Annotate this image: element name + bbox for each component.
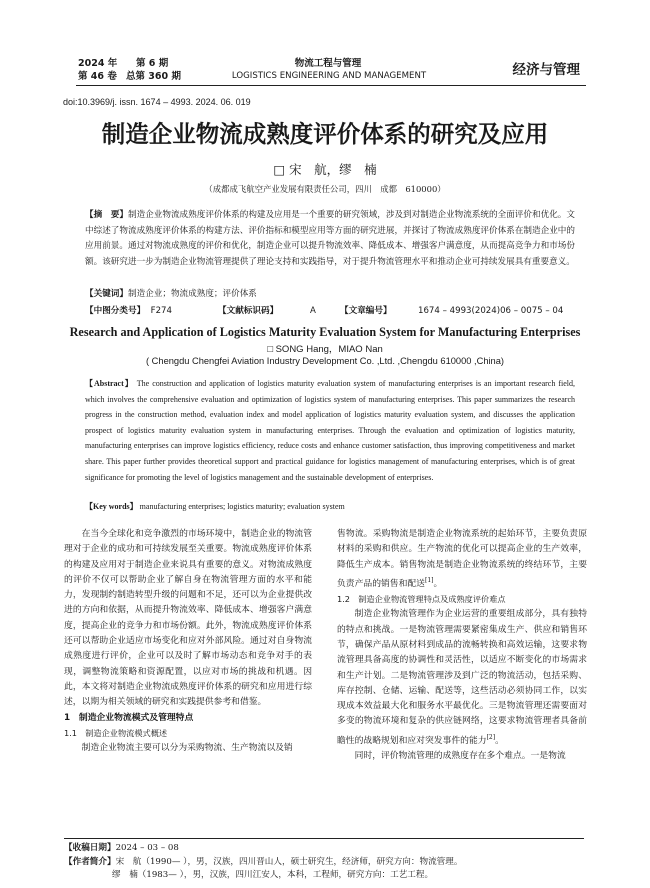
authors-cn: □ 宋 航，缪 楠: [273, 162, 377, 177]
header-volume: 第 46 卷: [78, 71, 117, 82]
keywords-cn-text: 制造企业；物流成熟度；评价体系: [127, 289, 257, 299]
abstract-en: [85, 376, 575, 485]
section-1-heading: 1 制造企业物流模式及管理特点: [64, 712, 194, 723]
body-left-column: [64, 527, 312, 756]
footnote: [64, 842, 584, 883]
management-features-paragraph: 制造企业物流管理作为企业运营的重要组成部分，具有独特的特点和挑战。一是物流管理需要紧密集成生产、供应和销售环节，确保产品从原材料到成品的流畅转换和高效运输，这要求物流管理具备高度的协调性和灵活性，以适应不断变化的市场需求和生产计划。二是物流管理涉及到广泛的物流活动，包括采购、库存控制、仓储、运输、配送等，这些活动必须协同工作，以实现成本效益最大化和服务水平最优化。三是物流管理还需要面对多变的物流环境和复杂的供应链网络，这要求物流管理者具备前瞻性的战略规划和应对突发事件的能力[2]。: [337, 609, 587, 746]
keywords-en-label: 【Key words】: [85, 502, 138, 511]
classification-line: [85, 304, 580, 318]
author-bio-2: 缪 楠（1983— ），男，汉族，四川江安人，本科，工程师，研究方向：工艺工程。: [112, 870, 434, 880]
clc-label: 【中图分类号】: [85, 306, 146, 316]
abstract-cn-label: 【摘 要】: [85, 210, 128, 220]
authors-en: □ SONG Hang，MIAO Nan: [267, 344, 383, 355]
journal-title-cn: 物流工程与管理: [294, 58, 362, 69]
header-issue: 第 6 期: [136, 58, 169, 69]
sales-logistics-paragraph: 售物流。采购物流是制造企业物流系统的起始环节，主要负责原材料的采购和供应。生产物流的优化可以提高企业的生产效率，降低生产成本。销售物流是制造企业物流系统的终结环节，主要负责产品的销售和配送[1]。: [337, 529, 587, 589]
keywords-en: [85, 499, 575, 515]
author-bio-1: 【作者简介】宋 航（1990— ），男，汉族，四川晋山人，硕士研究生，经济师，研究方向：物流管理。: [64, 856, 463, 867]
title-en: Research and Application of Logistics Maturity Evaluation System for Manufacturing Enterprises: [69, 325, 581, 339]
citation-ref-2: [2]: [486, 733, 496, 741]
article-number-label: 【文章编号】: [340, 306, 392, 316]
body-right-column: [337, 527, 587, 764]
section-label: 经济与管理: [512, 62, 580, 78]
subsection-1-1-paragraph: 制造企业物流主要可以分为采购物流、生产物流以及销: [81, 743, 293, 754]
keywords-en-text: manufacturing enterprises; logistics maturity; evaluation system: [139, 502, 345, 511]
journal-title-en: LOGISTICS ENGINEERING AND MANAGEMENT: [231, 71, 427, 81]
header-rule: [76, 85, 586, 86]
keywords-cn-label: 【关键词】: [85, 289, 128, 299]
clc-value: F274: [150, 306, 172, 316]
citation-ref-1: [1]: [424, 576, 434, 584]
article-number-value: 1674 – 4993(2024)06 – 0075 – 04: [418, 306, 564, 316]
subsection-1-2-heading: 1.2 制造企业物流管理特点及成熟度评价难点: [337, 594, 506, 605]
abstract-cn-text: 制造企业物流成熟度评价体系的构建及应用是一个重要的研究领域，涉及到对制造企业物流系统的全面评价和优化。文中综述了物流成熟度评价体系的构建方法、评价指标和模型应用等方面的研究进展，并探讨了物流成熟度评价体系在制造企业中的应用前景。通过对物流成熟度的评价和优化，制造企业可以提升物流效率、降低成本、增强客户满意度，从而提高竞争力和市场份额。该研究进一步为制造企业物流管理提供了理论支持和实践指导，对于提升物流管理水平和推动企业可持续发展具有重要意义。: [85, 210, 575, 267]
affiliation-cn: （成都成飞航空产业发展有限责任公司，四川 成都 610000）: [204, 184, 446, 194]
abstract-en-text: The construction and application of logistics maturity evaluation system of manufacturing enterprises is an important research field, which involves the comprehensive evaluation and optimization of logistics system of manufacturing enterprises. This paper summarizes the research progress in the construction method, evaluation index and model application of logistics maturity evaluation system, and discusses the application prospect of logistics maturity evaluation system in manufacturing enterprises. Through the evaluation and optimization of logistics maturity, manufacturing enterprises can improve logistics efficiency, reduce costs and enhance customer satisfaction, thus improving competitiveness and market share. This paper further provides theoretical support and practical guidance for logistics management of manufacturing enterprises, which is of great significance for promoting the level of logistics management and the sustainable development of enterprises.: [85, 379, 575, 482]
received-date: 【收稿日期】2024 – 03 – 08: [64, 843, 179, 853]
header-year: 2024 年: [78, 58, 118, 69]
subsection-1-1-heading: 1.1 制造企业物流模式概述: [64, 727, 168, 738]
affiliation-en: ( Chengdu Chengfei Aviation Industry Development Co. ,Ltd. ,Chengdu 610000 ,China): [146, 356, 504, 366]
doi: doi:10.3969/j. issn. 1674 – 4993. 2024. 06. 019: [63, 97, 251, 107]
evaluation-difficulty-paragraph: 同时，评价物流管理的成熟度存在多个难点。一是物流: [354, 751, 566, 761]
header-total-issue: 总第 360 期: [126, 71, 181, 82]
abstract-cn: [85, 208, 575, 270]
footnote-rule: [64, 838, 584, 839]
doc-code-value: A: [310, 306, 316, 316]
abstract-en-label: 【Abstract】: [85, 379, 134, 388]
doc-code-label: 【文献标识码】: [218, 306, 279, 316]
intro-paragraph: 在当今全球化和竞争激烈的市场环境中，制造企业的物流管理对于企业的成功和可持续发展至关重要。物流成熟度评价体系的构建及应用对于制造企业来说具有重要的意义。对物流成熟度的评价不仅可以帮助企业了解自身在物流管理方面的水平和能力，发现制约制造转型升级的问题和不足，还可以为企业提供改进的方向和依据，从而提升物流效率、降低成本、增强客户满意度，提高企业的竞争力和市场份额。此外，物流成熟度评价体系还可以帮助企业适应市场变化和应对外部风险。通过对自身物流成熟度进行评价，企业可以及时了解市场动态和竞争对手的表现，调整物流策略和资源配置，以应对市场的挑战和机遇。因此，本文将对制造企业物流成熟度评价体系的研究和应用进行综述，以期为相关领域的研究和实践提供参考和借鉴。: [64, 529, 312, 708]
title-cn: 制造企业物流成熟度评价体系的研究及应用: [101, 120, 549, 148]
keywords-cn: [85, 287, 575, 303]
